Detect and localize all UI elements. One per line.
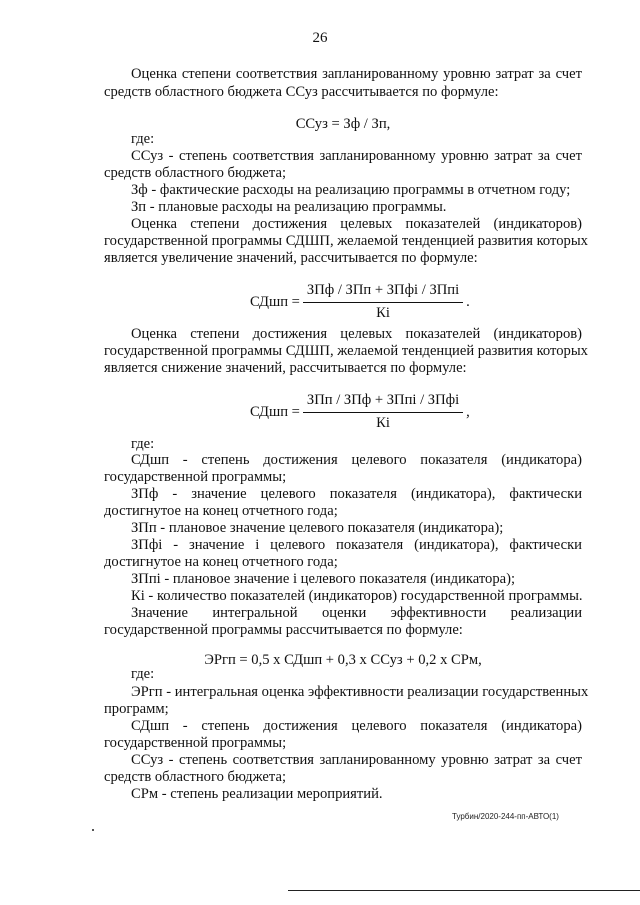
scan-edge-line bbox=[288, 890, 640, 891]
def-line: Зф - фактические расходы на реализацию программы в отчетном году; bbox=[131, 182, 571, 198]
footer-code: Турбин/2020-244-пп-АВТО(1) bbox=[452, 812, 559, 821]
formula-er: ЭРгп = 0,5 х СДшп + 0,3 х ССуз + 0,2 х СРм, bbox=[204, 652, 482, 668]
page-number: 26 bbox=[312, 30, 328, 46]
def-line: государственной программы рассчитывается по формуле: bbox=[104, 622, 463, 638]
def-line: ЗПф - значение целевого показателя (индикатора), фактически bbox=[131, 486, 582, 502]
def-line: СРм - степень реализации мероприятий. bbox=[131, 786, 383, 802]
def-line: СДшп - степень достижения целевого показателя (индикатора) bbox=[131, 718, 582, 734]
def-line: достигнутое на конец отчетного года; bbox=[104, 554, 338, 570]
def-line: программ; bbox=[104, 701, 169, 717]
def-line: Значение интегральной оценки эффективности реализации bbox=[131, 605, 582, 621]
formula-sd-decrease: СДшп = $\frac{\text{ЗПп / ЗПф + ЗПпі / ЗПфі}}{Кі}$ , bbox=[250, 392, 470, 431]
def-line: ССуз - степень соответствия запланированному уровню затрат за счет bbox=[131, 752, 582, 768]
formula-sd-increase: СДшп = $\frac{\text{ЗПф / ЗПп + ЗПфі / ЗПпі}}{Кі}$ . bbox=[250, 282, 470, 321]
def-line: ЗПп - плановое значение целевого показателя (индикатора); bbox=[131, 520, 504, 536]
def-line: Зп - плановые расходы на реализацию программы. bbox=[131, 199, 447, 215]
where-label: где: bbox=[131, 131, 155, 147]
p3-line: Оценка степени достижения целевых показателей (индикаторов) bbox=[131, 326, 582, 342]
p1-line: Оценка степени соответствия запланированному уровню затрат за счет bbox=[131, 66, 582, 82]
def-line: Кі - количество показателей (индикаторов) государственной программы. bbox=[131, 588, 583, 604]
p1-line: средств областного бюджета ССуз рассчитывается по формуле: bbox=[104, 84, 499, 100]
def-line: средств областного бюджета; bbox=[104, 769, 286, 785]
scan-dot bbox=[92, 829, 94, 831]
p3-line: государственной программы СДШП, желаемой тенденцией развития которых bbox=[104, 343, 588, 359]
where-label: где: bbox=[131, 436, 155, 452]
p2-line: является увеличение значений, рассчитывается по формуле: bbox=[104, 250, 478, 266]
p3-line: является снижение значений, рассчитывается по формуле: bbox=[104, 360, 467, 376]
p2-line: Оценка степени достижения целевых показателей (индикаторов) bbox=[131, 216, 582, 232]
where-label: где: bbox=[131, 666, 155, 682]
def-line: ЭРгп - интегральная оценка эффективности реализации государственных bbox=[131, 684, 589, 700]
def-line: СДшп - степень достижения целевого показателя (индикатора) bbox=[131, 452, 582, 468]
def-line: государственной программы; bbox=[104, 735, 287, 751]
def-line: ЗПфі - значение і целевого показателя (индикатора), фактически bbox=[131, 537, 582, 553]
def-line: средств областного бюджета; bbox=[104, 165, 286, 181]
formula-ss: ССуз = Зф / Зп, bbox=[295, 116, 391, 132]
def-line: ЗПпі - плановое значение і целевого показателя (индикатора); bbox=[131, 571, 516, 587]
def-line: ССуз - степень соответствия запланированному уровню затрат за счет bbox=[131, 148, 582, 164]
def-line: государственной программы; bbox=[104, 469, 287, 485]
p2-line: государственной программы СДШП, желаемой тенденцией развития которых bbox=[104, 233, 588, 249]
def-line: достигнутое на конец отчетного года; bbox=[104, 503, 338, 519]
